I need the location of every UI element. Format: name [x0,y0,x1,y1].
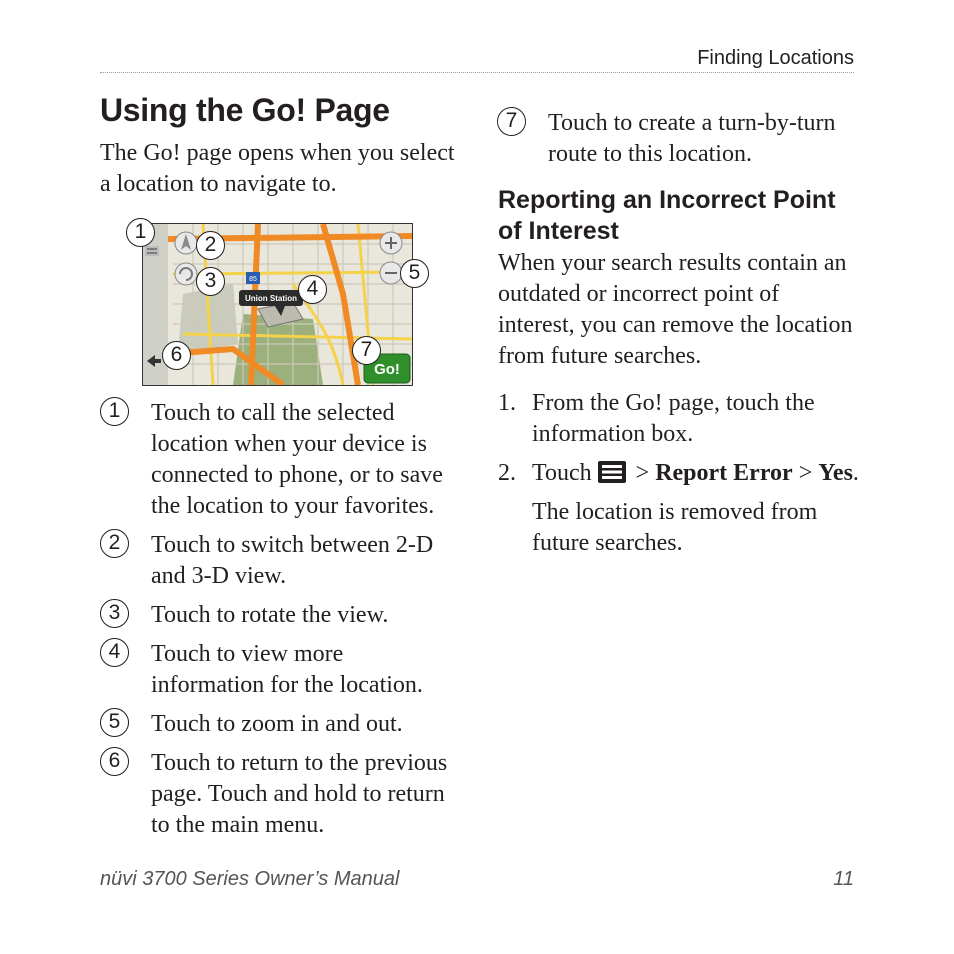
item-callout: 4 [100,638,129,667]
section-heading: Reporting an Incorrect Point of Interest [498,186,836,245]
item-text: Touch to switch between 2-D and 3-D view. [151,532,434,589]
list-item [100,398,460,522]
step-text: From the Go! page, touch the information box. [532,390,815,447]
item-text: Touch to zoom in and out. [151,711,403,737]
rotate-icon[interactable] [175,263,197,285]
header-rule [100,72,854,73]
section-body: When your search results contain an outdated or incorrect point of interest, you can remove the location from future searches. [498,250,853,369]
map-callout-2: 2 [196,231,225,260]
item-callout: 2 [100,529,129,558]
list-item [100,600,460,631]
map-info-box-label: Union Station [245,294,297,303]
step-number: 2. [498,460,516,486]
step-suffix: . [852,460,859,486]
item-text: Touch to view more information for the location. [151,641,423,698]
page-title: Using the Go! Page [100,92,390,128]
item-text: Touch to call the selected location when your device is connected to phone, or to save the location to your favorites. [151,400,443,519]
phone-icon[interactable] [145,246,159,256]
step-item [498,458,878,489]
item-callout: 3 [100,599,129,628]
map-callout-5: 5 [400,259,429,288]
item-text: Touch to create a turn-by-turn route to this location. [548,110,836,167]
go-button-label: Go! [374,361,400,378]
step-number: 1. [498,390,516,416]
step-report-error: Report Error [655,460,793,486]
step-yes: Yes [818,460,853,486]
step-separator: > [635,460,650,486]
compass-icon[interactable] [175,232,197,254]
item-callout: 1 [100,397,129,426]
item-callout: 5 [100,708,129,737]
list-item [100,530,460,592]
steps-list [498,388,878,559]
step-separator: > [798,460,813,486]
highway-shield-label: 85 [249,276,257,283]
menu-icon [598,461,626,483]
running-header: Finding Locations [697,47,854,69]
item-text: Touch to return to the previous page. Touch and hold to return to the main menu. [151,750,448,838]
zoom-in-icon[interactable] [380,232,402,254]
item-text: Touch to rotate the view. [151,602,389,628]
map-callout-6: 6 [162,341,191,370]
step-note: The location is removed from future searches. [532,499,818,556]
item-callout: 7 [497,107,526,136]
item-callout: 6 [100,747,129,776]
step-item [498,388,878,450]
list-item [497,108,857,170]
map-callout-1: 1 [126,218,155,247]
map-callout-3: 3 [196,267,225,296]
list-item [100,639,460,701]
zoom-out-icon[interactable] [380,262,402,284]
list-item [100,748,460,841]
map-callout-4: 4 [298,275,327,304]
callout-description-list [100,398,460,849]
footer-page-number: 11 [833,868,854,890]
map-callout-7: 7 [352,336,381,365]
footer-manual-title: nüvi 3700 Series Owner’s Manual [100,868,400,890]
step-prefix: Touch [532,460,592,486]
list-item [100,709,460,740]
intro-paragraph: The Go! page opens when you select a location to navigate to. [100,140,455,197]
